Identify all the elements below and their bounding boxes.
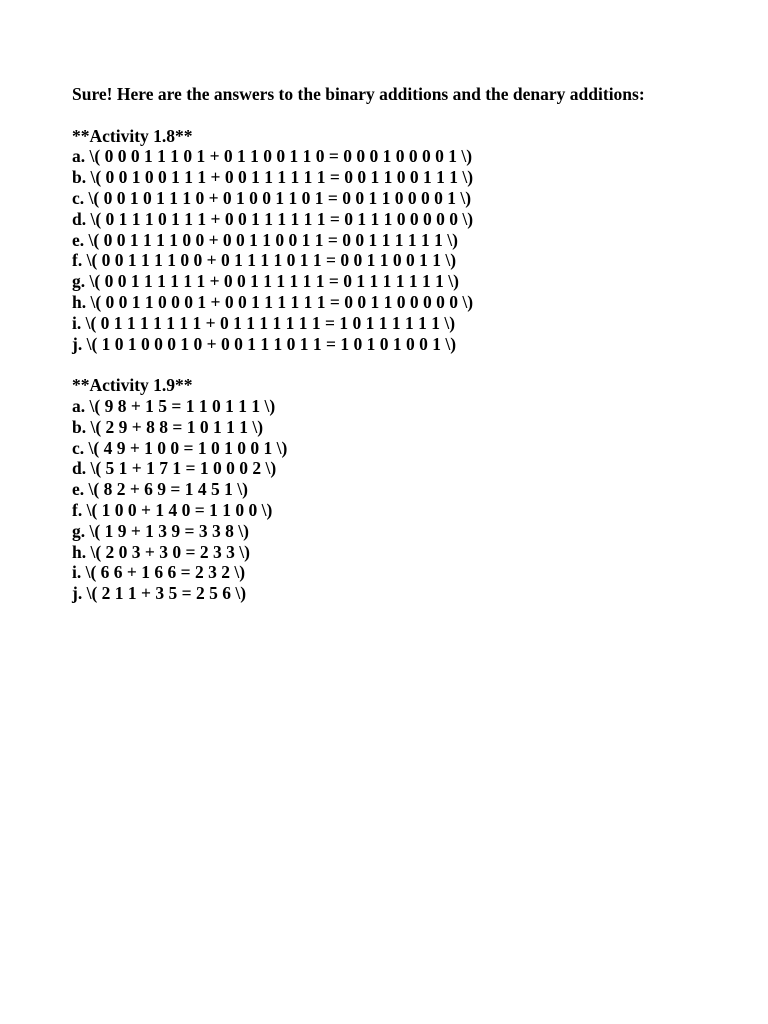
- answer-line: d. \( 0 1 1 1 0 1 1 1 + 0 0 1 1 1 1 1 1 = 0 1 1 1 0 0 0 0 0 \): [72, 208, 474, 229]
- answer-line: i. \( 6 6 + 1 6 6 = 2 3 2 \): [72, 562, 246, 583]
- answer-line: g. \( 0 0 1 1 1 1 1 1 + 0 0 1 1 1 1 1 1 = 0 1 1 1 1 1 1 1 \): [72, 271, 459, 292]
- answer-line: j. \( 2 1 1 + 3 5 = 2 5 6 \): [72, 583, 247, 604]
- answer-line: f. \( 0 0 1 1 1 1 0 0 + 0 1 1 1 1 0 1 1 = 0 0 1 1 0 0 1 1 \): [72, 250, 457, 271]
- answer-line: f. \( 1 0 0 + 1 4 0 = 1 1 0 0 \): [72, 499, 273, 520]
- answer-line: b. \( 2 9 + 8 8 = 1 0 1 1 1 \): [72, 416, 264, 437]
- answer-line: j. \( 1 0 1 0 0 0 1 0 + 0 0 1 1 1 0 1 1 = 1 0 1 0 1 0 0 1 \): [72, 333, 457, 354]
- section-heading-activity-1-8: **Activity 1.8**: [72, 125, 193, 146]
- answer-line: c. \( 4 9 + 1 0 0 = 1 0 1 0 0 1 \): [72, 437, 288, 458]
- document-body: [72, 84, 732, 604]
- spacer: [72, 354, 732, 375]
- answer-line: d. \( 5 1 + 1 7 1 = 1 0 0 0 2 \): [72, 458, 277, 479]
- answer-line: g. \( 1 9 + 1 3 9 = 3 3 8 \): [72, 520, 249, 541]
- section-heading-activity-1-9: **Activity 1.9**: [72, 375, 193, 396]
- answer-line: h. \( 2 0 3 + 3 0 = 2 3 3 \): [72, 541, 250, 562]
- answer-line: a. \( 0 0 0 1 1 1 0 1 + 0 1 1 0 0 1 1 0 = 0 0 0 1 0 0 0 0 1 \): [72, 146, 473, 167]
- answer-line: a. \( 9 8 + 1 5 = 1 1 0 1 1 1 \): [72, 395, 276, 416]
- answer-line: h. \( 0 0 1 1 0 0 0 1 + 0 0 1 1 1 1 1 1 = 0 0 1 1 0 0 0 0 0 \): [72, 291, 474, 312]
- intro-text: Sure! Here are the answers to the binary additions and the denary additions:: [72, 84, 645, 104]
- spacer: [72, 105, 732, 126]
- answer-line: i. \( 0 1 1 1 1 1 1 1 + 0 1 1 1 1 1 1 1 = 1 0 1 1 1 1 1 1 \): [72, 312, 456, 333]
- answer-line: e. \( 0 0 1 1 1 1 0 0 + 0 0 1 1 0 0 1 1 = 0 0 1 1 1 1 1 1 \): [72, 229, 458, 250]
- answer-line: e. \( 8 2 + 6 9 = 1 4 5 1 \): [72, 479, 248, 500]
- answer-line: b. \( 0 0 1 0 0 1 1 1 + 0 0 1 1 1 1 1 1 = 0 0 1 1 0 0 1 1 1 \): [72, 167, 474, 188]
- answer-line: c. \( 0 0 1 0 1 1 1 0 + 0 1 0 0 1 1 0 1 = 0 0 1 1 0 0 0 0 1 \): [72, 187, 472, 208]
